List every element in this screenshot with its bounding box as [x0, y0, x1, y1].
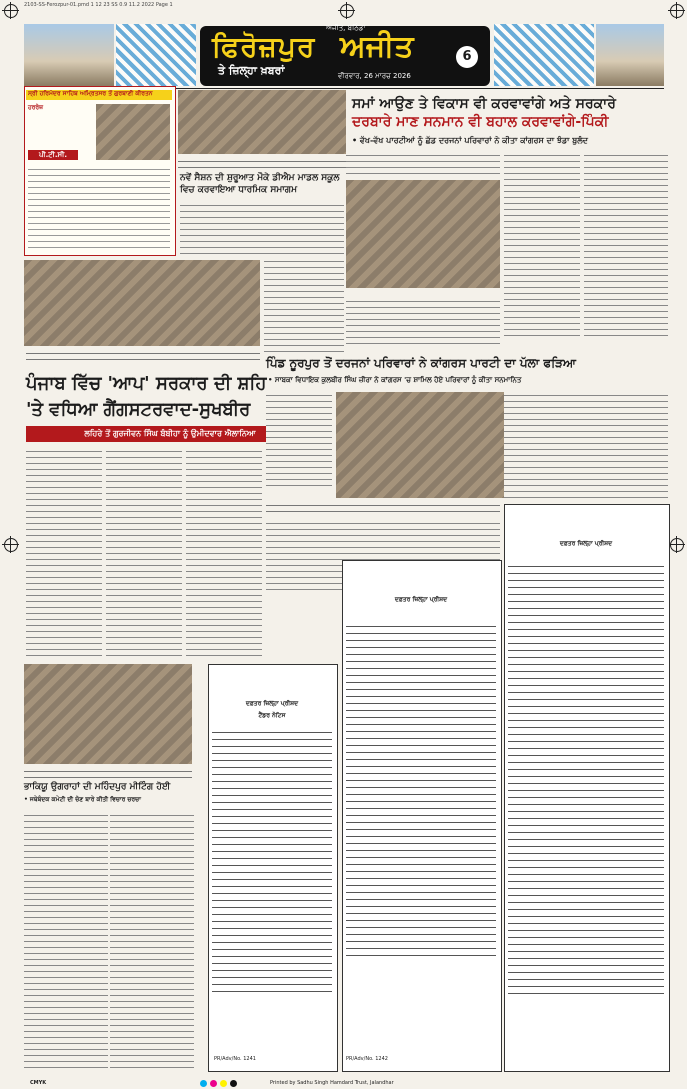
farmers-bullet: • ਜਥੇਬੰਦਕ ਕਮੇਟੀ ਦੀ ਚੋਣ ਬਾਰੇ ਕੀਤੀ ਵਿਚਾਰ ਚਰਚਾ	[24, 796, 141, 803]
top-story-col-3	[584, 150, 668, 340]
sukhbir-headline-2: 'ਤੇ ਵਧਿਆ ਗੈਂਗਸਟਰਵਾਦ-ਸੁਖਬੀਰ	[26, 399, 251, 420]
yellow-swatch	[220, 1080, 227, 1087]
sukhbir-caption	[26, 348, 260, 362]
tender-ref-2: PR/Adv/No. 1242	[346, 1056, 388, 1062]
cmyk-label: CMYK	[30, 1080, 47, 1086]
school-body-text	[180, 200, 344, 256]
masthead-photo-left	[24, 24, 114, 86]
tender-office-title-2: ਦਫ਼ਤਰ ਜ਼ਿਲ੍ਹਾ ਪ੍ਰੀਸ਼ਦ	[394, 596, 448, 603]
page-number: 6	[456, 46, 478, 68]
tender-table-1	[212, 726, 332, 996]
farmers-caption	[24, 766, 192, 780]
sukhbir-headline-1: ਪੰਜਾਬ ਵਿੱਚ 'ਆਪ' ਸਰਕਾਰ ਦੀ ਸ਼ਹਿ	[26, 373, 267, 394]
farmers-photo	[24, 664, 192, 764]
registration-mark	[340, 4, 354, 18]
top-story-bullet: • ਵੱਖ-ਵੱਖ ਪਾਰਟੀਆਂ ਨੂੰ ਛੱਡ ਦਰਜਨਾਂ ਪਰਿਵਾਰਾਂ ਨੇ ਕੀਤਾ ਕਾਂਗਰਸ ਦਾ ਝੰਡਾ ਬੁਲੰਦ	[352, 136, 588, 145]
tender-ref-1: PR/Adv/No. 1241	[214, 1056, 256, 1062]
print-slug: 2103-SS-Ferozpur-01.pmd 1 12 23 SS 0.9 11.2 2022 Page 1	[24, 2, 173, 8]
masthead-pattern-left	[116, 24, 196, 86]
imprint-text: Printed by Sadhu Singh Hamdard Trust, Jalandhar	[270, 1080, 394, 1086]
city-name: ਫਿਰੋਜ਼ਪੁਰ	[212, 30, 316, 63]
top-story-headline-2: ਦਰਬਾਰੇ ਮਾਣ ਸਨਮਾਨ ਵੀ ਬਹਾਲ ਕਰਵਾਵਾਂਗੇ-ਪਿੰਕੀ	[352, 114, 609, 130]
top-story-photo	[346, 180, 500, 288]
farmers-headline: ਭਾਕਿਯੂ ਉਗਰਾਹਾਂ ਦੀ ਮਹਿੰਦਪੁਰ ਮੀਟਿੰਗ ਹੋਈ	[24, 782, 171, 792]
tender-office-title: ਦਫ਼ਤਰ ਜ਼ਿਲ੍ਹਾ ਪ੍ਰੀਸ਼ਦ	[245, 700, 299, 707]
registration-mark	[670, 4, 684, 18]
school-body-text-2	[264, 256, 344, 356]
sukhbir-strap-text: ਲਹਿਰੇ ਤੋਂ ਗੁਰਜੀਵਨ ਸਿੰਘ ਬੰਬੀਹਾ ਨੂੰ ਉਮੀਦਵਾਰ ਐਲਾਨਿਆ	[84, 429, 256, 438]
masthead-photo-right	[596, 24, 664, 86]
top-story-col-2	[504, 150, 580, 340]
registration-mark	[4, 538, 18, 552]
top-story-lead	[346, 150, 500, 178]
school-headline: ਨਵੇਂ ਸੈਸ਼ਨ ਦੀ ਸ਼ੁਰੂਆਤ ਮੌਕੇ ਡੀਐਮ ਮਾਡਲ ਸਕੂਲ ਵਿਚ ਕਰਵਾਇਆ ਧਾਰਮਿਕ ਸਮਾਗਮ	[180, 173, 340, 195]
tender-office-title-3: ਦਫ਼ਤਰ ਜ਼ਿਲ੍ਹਾ ਪ੍ਰੀਸ਼ਦ	[559, 540, 613, 547]
sukhbir-col-2	[106, 446, 182, 660]
top-story-headline-1: ਸਮਾਂ ਆਉਣ ਤੇ ਵਿਕਾਸ ਵੀ ਕਰਵਾਵਾਂਗੇ ਅਤੇ ਸਰਕਾਰੇ	[352, 96, 616, 112]
tender-table-3	[508, 560, 664, 1000]
congress-headline: ਪਿੰਡ ਨੂਰਪੁਰ ਤੋਂ ਦਰਜਨਾਂ ਪਰਿਵਾਰਾਂ ਨੇ ਕਾਂਗਰਸ ਪਾਰਟੀ ਦਾ ਪੱਲਾ ਫੜਿਆ	[266, 356, 576, 370]
issue-date: ਵੀਰਵਾਰ, 26 ਮਾਰਚ 2026	[338, 72, 411, 80]
registration-mark	[4, 4, 18, 18]
farmers-col-2	[110, 810, 194, 1072]
edition-tag: ਅਜੀਤ, ਬਠਿੰਡਾ	[326, 24, 366, 32]
registration-mark	[670, 538, 684, 552]
brand-logo: ਅਜੀਤ	[340, 29, 414, 64]
farmers-col-1	[24, 810, 108, 1072]
cyan-swatch	[200, 1080, 207, 1087]
congress-col-2	[504, 390, 668, 500]
top-story-col-1	[346, 296, 500, 344]
promo-body-text	[28, 164, 170, 250]
tender-label: ਟੈਂਡਰ ਨੋਟਿਸ	[258, 712, 286, 719]
tender-table-2	[346, 620, 496, 960]
sukhbir-col-1	[26, 446, 102, 660]
masthead-subtitle: ਤੇ ਜ਼ਿਲ੍ਹਾ ਖ਼ਬਰਾਂ	[218, 64, 285, 77]
sukhbir-photo	[24, 260, 260, 346]
congress-bullet: • ਸਾਬਕਾ ਵਿਧਾਇਕ ਕੁਲਬੀਰ ਸਿੰਘ ਜ਼ੀਰਾ ਨੇ ਕਾਂਗਰਸ 'ਚ ਸ਼ਾਮਿਲ ਹੋਏ ਪਰਿਵਾਰਾਂ ਨੂੰ ਕੀਤਾ ਸਨਮਾਨਿਤ	[268, 376, 522, 384]
magenta-swatch	[210, 1080, 217, 1087]
golden-temple-photo	[96, 104, 170, 160]
promo-title: ਸ੍ਰੀ ਹਰਿਮੰਦਰ ਸਾਹਿਬ ਅਮ੍ਰਿਤਸਰ ਤੋਂ ਗੁਰਬਾਣੀ ਕੀਰਤਨ	[28, 90, 153, 97]
sukhbir-col-3	[186, 446, 262, 660]
promo-tag: ਹਰਰੋਜ਼	[28, 104, 44, 111]
photo-caption	[178, 156, 346, 170]
congress-caption	[266, 500, 500, 514]
black-swatch	[230, 1080, 237, 1087]
congress-col-1	[266, 390, 332, 486]
masthead-pattern-right	[494, 24, 594, 86]
school-event-photo	[178, 90, 346, 154]
channel-badge: ਪੀ.ਟੀ.ਸੀ.	[28, 150, 78, 160]
